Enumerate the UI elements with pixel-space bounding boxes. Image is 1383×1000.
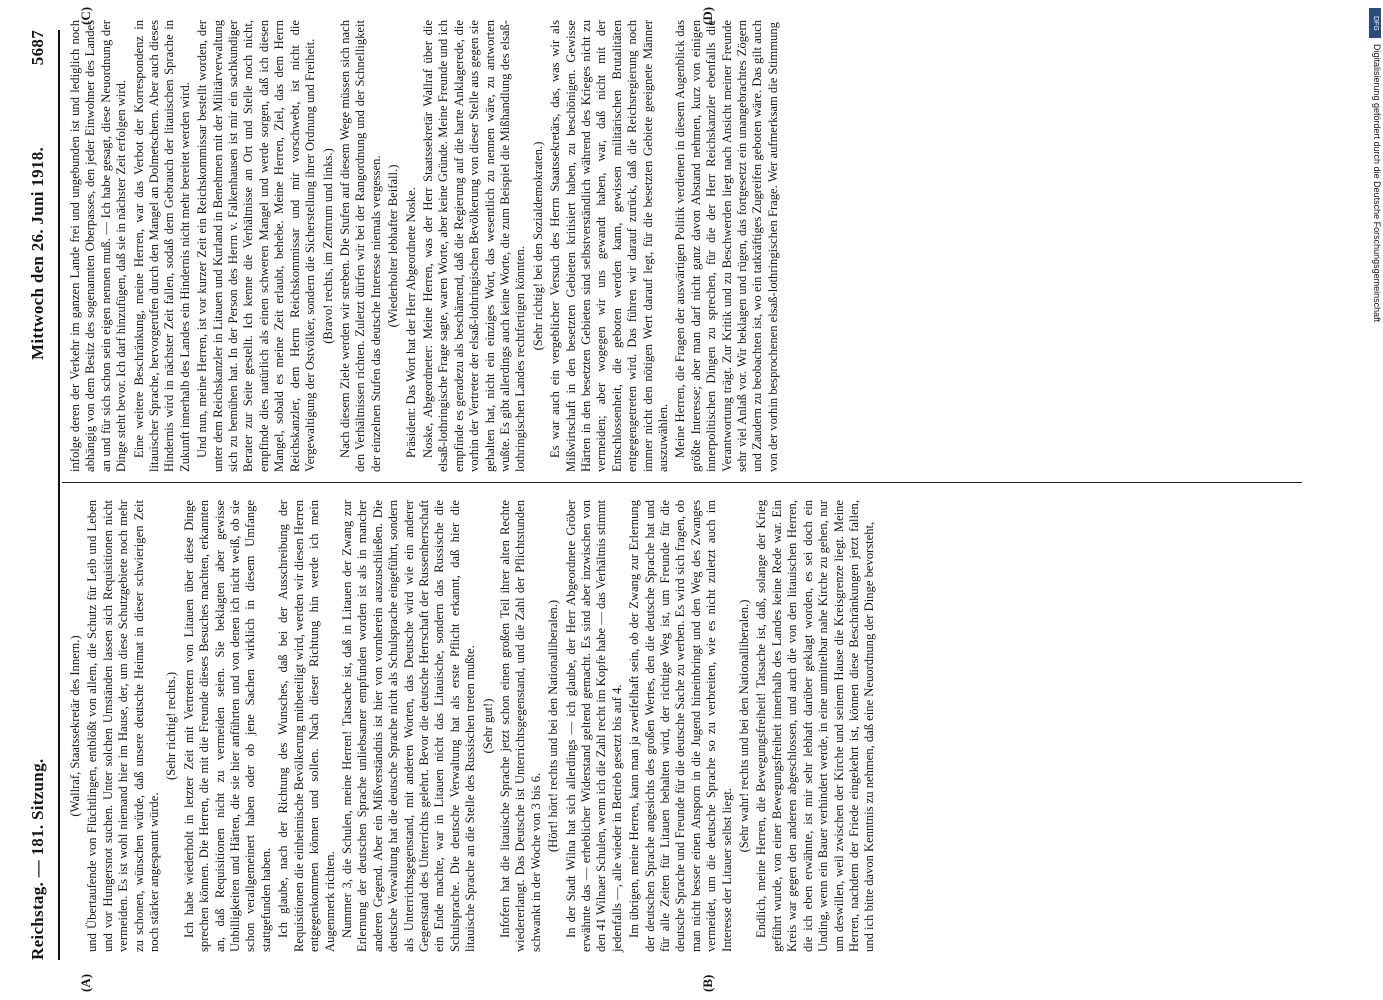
dfg-logo: DFG — [1369, 8, 1381, 38]
left-column-paragraph: Infofern hat die litauische Sprache jetzt schon einen großen Teil ihrer alten Rechte wiedererlangt. Das Deutsche ist Unterrichtsgegenstand, und die Zahl der Pflichtstunden schwankt in der Woche von 3 bis 6. — [497, 500, 543, 952]
left-column-paragraph: Ich habe wiederholt in letzter Zeit mit Vertretern von Litauen über diese Dinge sprechen können. Die Herren, die mit die Freunde dieses Besuches machten, erkannten an, daß Requisitionen nicht zu vermeiden seien. Sie beklagten aber gewisse Unbilligkeiten und Härten, die sie hier anführten und von denen ich nicht weiß, ob sie schon verallgemeinert haben oder ob jene Sachen wirklich in diesem Umfange stattgefunden haben. — [181, 500, 273, 952]
digitization-note: Digitalisierung gefördert durch die Deutsche Forschungsgemeinschaft — [1372, 44, 1382, 323]
left-column-paragraph: (Sehr gut!) — [480, 698, 495, 754]
header-date: Mittwoch den 26. Juni 1918. — [28, 146, 47, 360]
left-column-paragraph: (Hört! hört! rechts und bei den Nationalliberalen.) — [546, 599, 561, 853]
right-column-paragraph: Und nun, meine Herren, ist vor kurzer Zeit ein Reichskommissar bestellt worden, der unter dem Reichskanzler in Litauen und Kurland in Benehmen mit der Militärverwaltung sich zu bemühen hat. In der Person des Herrn v. Falkenhausen ist mir ein sachkundiger Berater zur Seite gestellt. Ich kenne die Verhältnisse an Ort und Stelle noch nicht, empfinde dies natürlich als einen schweren Mangel und werde sorgen, daß ich diesen Mangel, sobald es meine Zeit erlaubt, behebe. Meine Herren, Ziel, das dem Herrn Reichskanzler, dem Herrn Reichskommissar und mir vorschwebt, ist nicht die Vergewaltigung der Ostvölker, sondern die Sicherstellung ihrer Ordnung und Freiheit. — [195, 20, 318, 472]
left-column-paragraph: (Sehr richtig! rechts.) — [164, 671, 179, 781]
page-header — [28, 30, 54, 960]
left-column-paragraph: (Wallraf, Staatssekretär des Innern.) — [68, 635, 82, 817]
left-column-paragraph: Im übrigen, meine Herren, kann man ja zweifelhaft sein, ob der Zwang zur Erlernung der deutschen Sprache angesichts des großen Wertes, den die deutsche Sprache hat und für alle Zeiten für Litauen behalten wird, der richtige Weg ist, um Freunde für die deutsche Sprache und Freunde für die deutsche Sache zu werben. Es wird sich fragen, ob man nicht besser einen Ansporn in die Jugend hineinbringt und den Weg des Zwanges vermeidet, um die deutsche Sprache so zu verbreiten, wie es nicht zuletzt auch im Interesse der Litauer selbst liegt. — [627, 500, 734, 952]
left-column-paragraph: Nummer 3, die Schulen, meine Herren! Tatsache ist, daß in Litauen der Zwang zur Erlernung der deutschen Sprache unliebsamer empfunden worden ist als in mancher anderen Gegend. Aber ein Mißverständnis ist hier von vornherein auszuschließen. Die deutsche Verwaltung hat die deutsche Sprache nicht als Schulsprache eingeführt, sondern als Unterrichtsgegenstand, mit anderen Worten, das Deutsche wird wie ein anderer Gegenstand des Unterrichts gelehrt. Bevor die deutsche Herrschaft der Russenherrschaft ein Ende machte, war in Litauen nicht das Litauische, sondern das Russische die Schulsprache. Die deutsche Verwaltung hat als erste Pflicht erkannt, daß hier die litauische Sprache an die Stelle des Russischen treten mußte. — [339, 500, 478, 952]
right-column-paragraph: Es war auch ein vergeblicher Versuch des Herrn Staatssekretärs, das, was wir als Mißwirtschaft in den besetzten Gebieten kritisiert haben, zu beschönigen. Gewisse Härten in den besetzten Gebieten sind selbstverständlich während des Krieges nicht zu vermeiden; aber wogegen wir uns gewandt haben, war, daß nicht mit der Entschlossenheit, die geboten werden kann, gewissen militärischen Brutalitäten entgegengetreten wird. Das führen wir darauf zurück, daß die Reichsregierung noch immer nicht den nötigen Wert darauf legt, für die besetzten Gebiete geeignete Männer auszuwählen. — [548, 20, 671, 472]
right-column-paragraph: infolge deren der Verkehr im ganzen Lande frei und ungebunden ist und lediglich noch abhängig von dem Besitz des sogenannten Oberpasses, den jeder Einwohner des Landes an und für sich schon sein eigen nennen muß. — Ich habe gesagt, diese Neuordnung der Dinge steht bevor. Ich darf hinzufügen, daß sie in nächster Zeit erfolgen wird. — [68, 20, 129, 472]
page-number: 5687 — [28, 30, 47, 66]
left-text-column — [68, 500, 880, 952]
margin-label-b: (B) — [700, 974, 715, 992]
right-column-paragraph: (Bravo! rechts, im Zentrum und links.) — [320, 148, 335, 344]
left-column-paragraph: Endlich, meine Herren, die Bewegungsfreiheit! Tatsache ist, daß, solange der Krieg geführt wurde, von einer Bewegungsfreiheit innerhalb des Landes keine Rede war. Ein Kreis war gegen den anderen abgeschlossen, und auch die von den litauischen Herren, die ich eben erwähnte, ist mir sehr lebhaft darüber geklagt worden, es sei doch ein Unding, wenn ein Bauer verhindert werde, in eine unmittelbar nahe Kirche zu gehen, nur um deswillen, weil zwischen der Kirche und seinem Hause die Kreisgrenze liegt. Meine Herren, nachdem der Friede eingekehrt ist, können diese Beschränkungen jetzt fallen, und ich bitte davon Kenntnis zu nehmen, daß eine Neuordnung der Dinge bevorsteht, — [754, 500, 877, 952]
margin-label-a: (A) — [78, 973, 93, 992]
right-text-column — [68, 20, 783, 472]
margin-label-d: (D) — [700, 6, 715, 25]
right-column-paragraph: Nach diesem Ziele werden wir streben. Die Stufen auf diesem Wege müssen sich nach den Verhältnissen richten. Zuletzt dürfen wir bei der Rangordnung und der Schnelligkeit der einzelnen Stufen das deutsche Interesse niemals vergessen. — [337, 20, 383, 472]
right-column-paragraph: Noske, Abgeordneter: Meine Herren, was der Herr Staatssekretär Wallraf über die elsaß-lothringische Frage sagte, waren Worte, aber keine Gründe. Meine Freunde und ich empfinde es geradezu als beschämend, daß die Regierung auf die harte Anklagerede, die vorhin der Vertreter der elsaß-lothringischen Bevölkerung von dieser Stelle aus gegen sie gehalten hat, nicht ein einziges Wort, das wesentlich zu nennen wäre, zu antworten wußte. Es gibt allerdings auch keine Worte, die zum Beispiel die Mißhandlung des elsaß-lothringischen Landes rechtfertigen könnten. — [420, 20, 528, 472]
header-rule — [58, 30, 60, 960]
left-column-paragraph: In der Stadt Wilna hat sich allerdings — ich glaube, der Herr Abgeordnete Gröber erwähnte das — erheblicher Widerstand geltend gemacht. Es sind aber inzwischen von den 41 Wilnaer Schulen, wenn ich die Zahl recht im Kopfe habe — das Verhältnis stimmt jedenfalls —, alle wieder in Betrieb gesetzt bis auf 4. — [563, 500, 624, 952]
left-column-paragraph: Ich glaube, nach der Richtung des Wunsches, daß bei der Ausschreibung der Requisitionen die einheimische Bevölkerung mitbeteiligt wird, werden wir diesen Herren entgegenkommen können und sollen. Nach dieser Richtung hin werde ich mein Augenmerk richten. — [276, 500, 337, 952]
column-divider — [62, 482, 1302, 483]
left-column-paragraph: (Sehr wahr! rechts und bei den Nationalliberalen.) — [737, 599, 752, 853]
right-column-paragraph: Eine weitere Beschränkung, meine Herren, war das Verbot der Korrespondenz in litauischer Sprache, hervorgerufen durch den Mangel an Dolmetschern. Aber auch dieses Hindernis wird in nächster Zeit fallen, sodaß dem Gebrauch der litauischen Sprache in Zukunft innerhalb des Landes ein Hindernis nicht mehr bereitet werden wird. — [131, 20, 192, 472]
header-session: Reichstag. — 181. Sitzung. — [28, 758, 47, 960]
left-column-paragraph: und Übertaufende von Flüchtlingen, entblößt von allem, die Schutz für Leib und Leben und vor Hungersnot suchen. Unter solchen Umständen lassen sich Requisitionen nicht vermeiden. Es ist wohl niemand hier im Hause, der, um diese Schutzgebiete noch mehr zu schonen, wünschen würde, daß unsere deutsche Heimat in dieser schwierigen Zeit noch stärker angespannt würde. — [85, 500, 162, 952]
right-column-paragraph: Präsident: Das Wort hat der Herr Abgeordnete Noske. — [403, 187, 418, 458]
right-column-paragraph: (Sehr richtig! bei den Sozialdemokraten.) — [530, 141, 545, 351]
right-column-paragraph: Meine Herren, die Fragen der auswärtigen Politik verdienen in diesem Augenblick das größte Interesse; aber man darf nicht ganz davon Abstand nehmen, kurz von einigen innerpolitischen Dingen zu sprechen, für die der Herr Reichskanzler ebenfalls die Verantwortung trägt. Zur Kritik und zu Beschwerden liegt nach Ansicht meiner Freunde sehr viel Anlaß vor. Wir beklagen und rügen, das fortgesetzt ein unangebrachtes Zögern und Zaudern zu beobachten ist, wo ein tatkräftiges Zugreifen geboten wäre. Das gilt auch von der vorhin besprochenen elsaß-lothringischen Frage. Wer aufmerksam die Stimmung — [673, 20, 780, 472]
margin-label-c: (C) — [78, 6, 93, 25]
right-column-paragraph: (Wiederholter lebhafter Beifall.) — [386, 164, 401, 328]
